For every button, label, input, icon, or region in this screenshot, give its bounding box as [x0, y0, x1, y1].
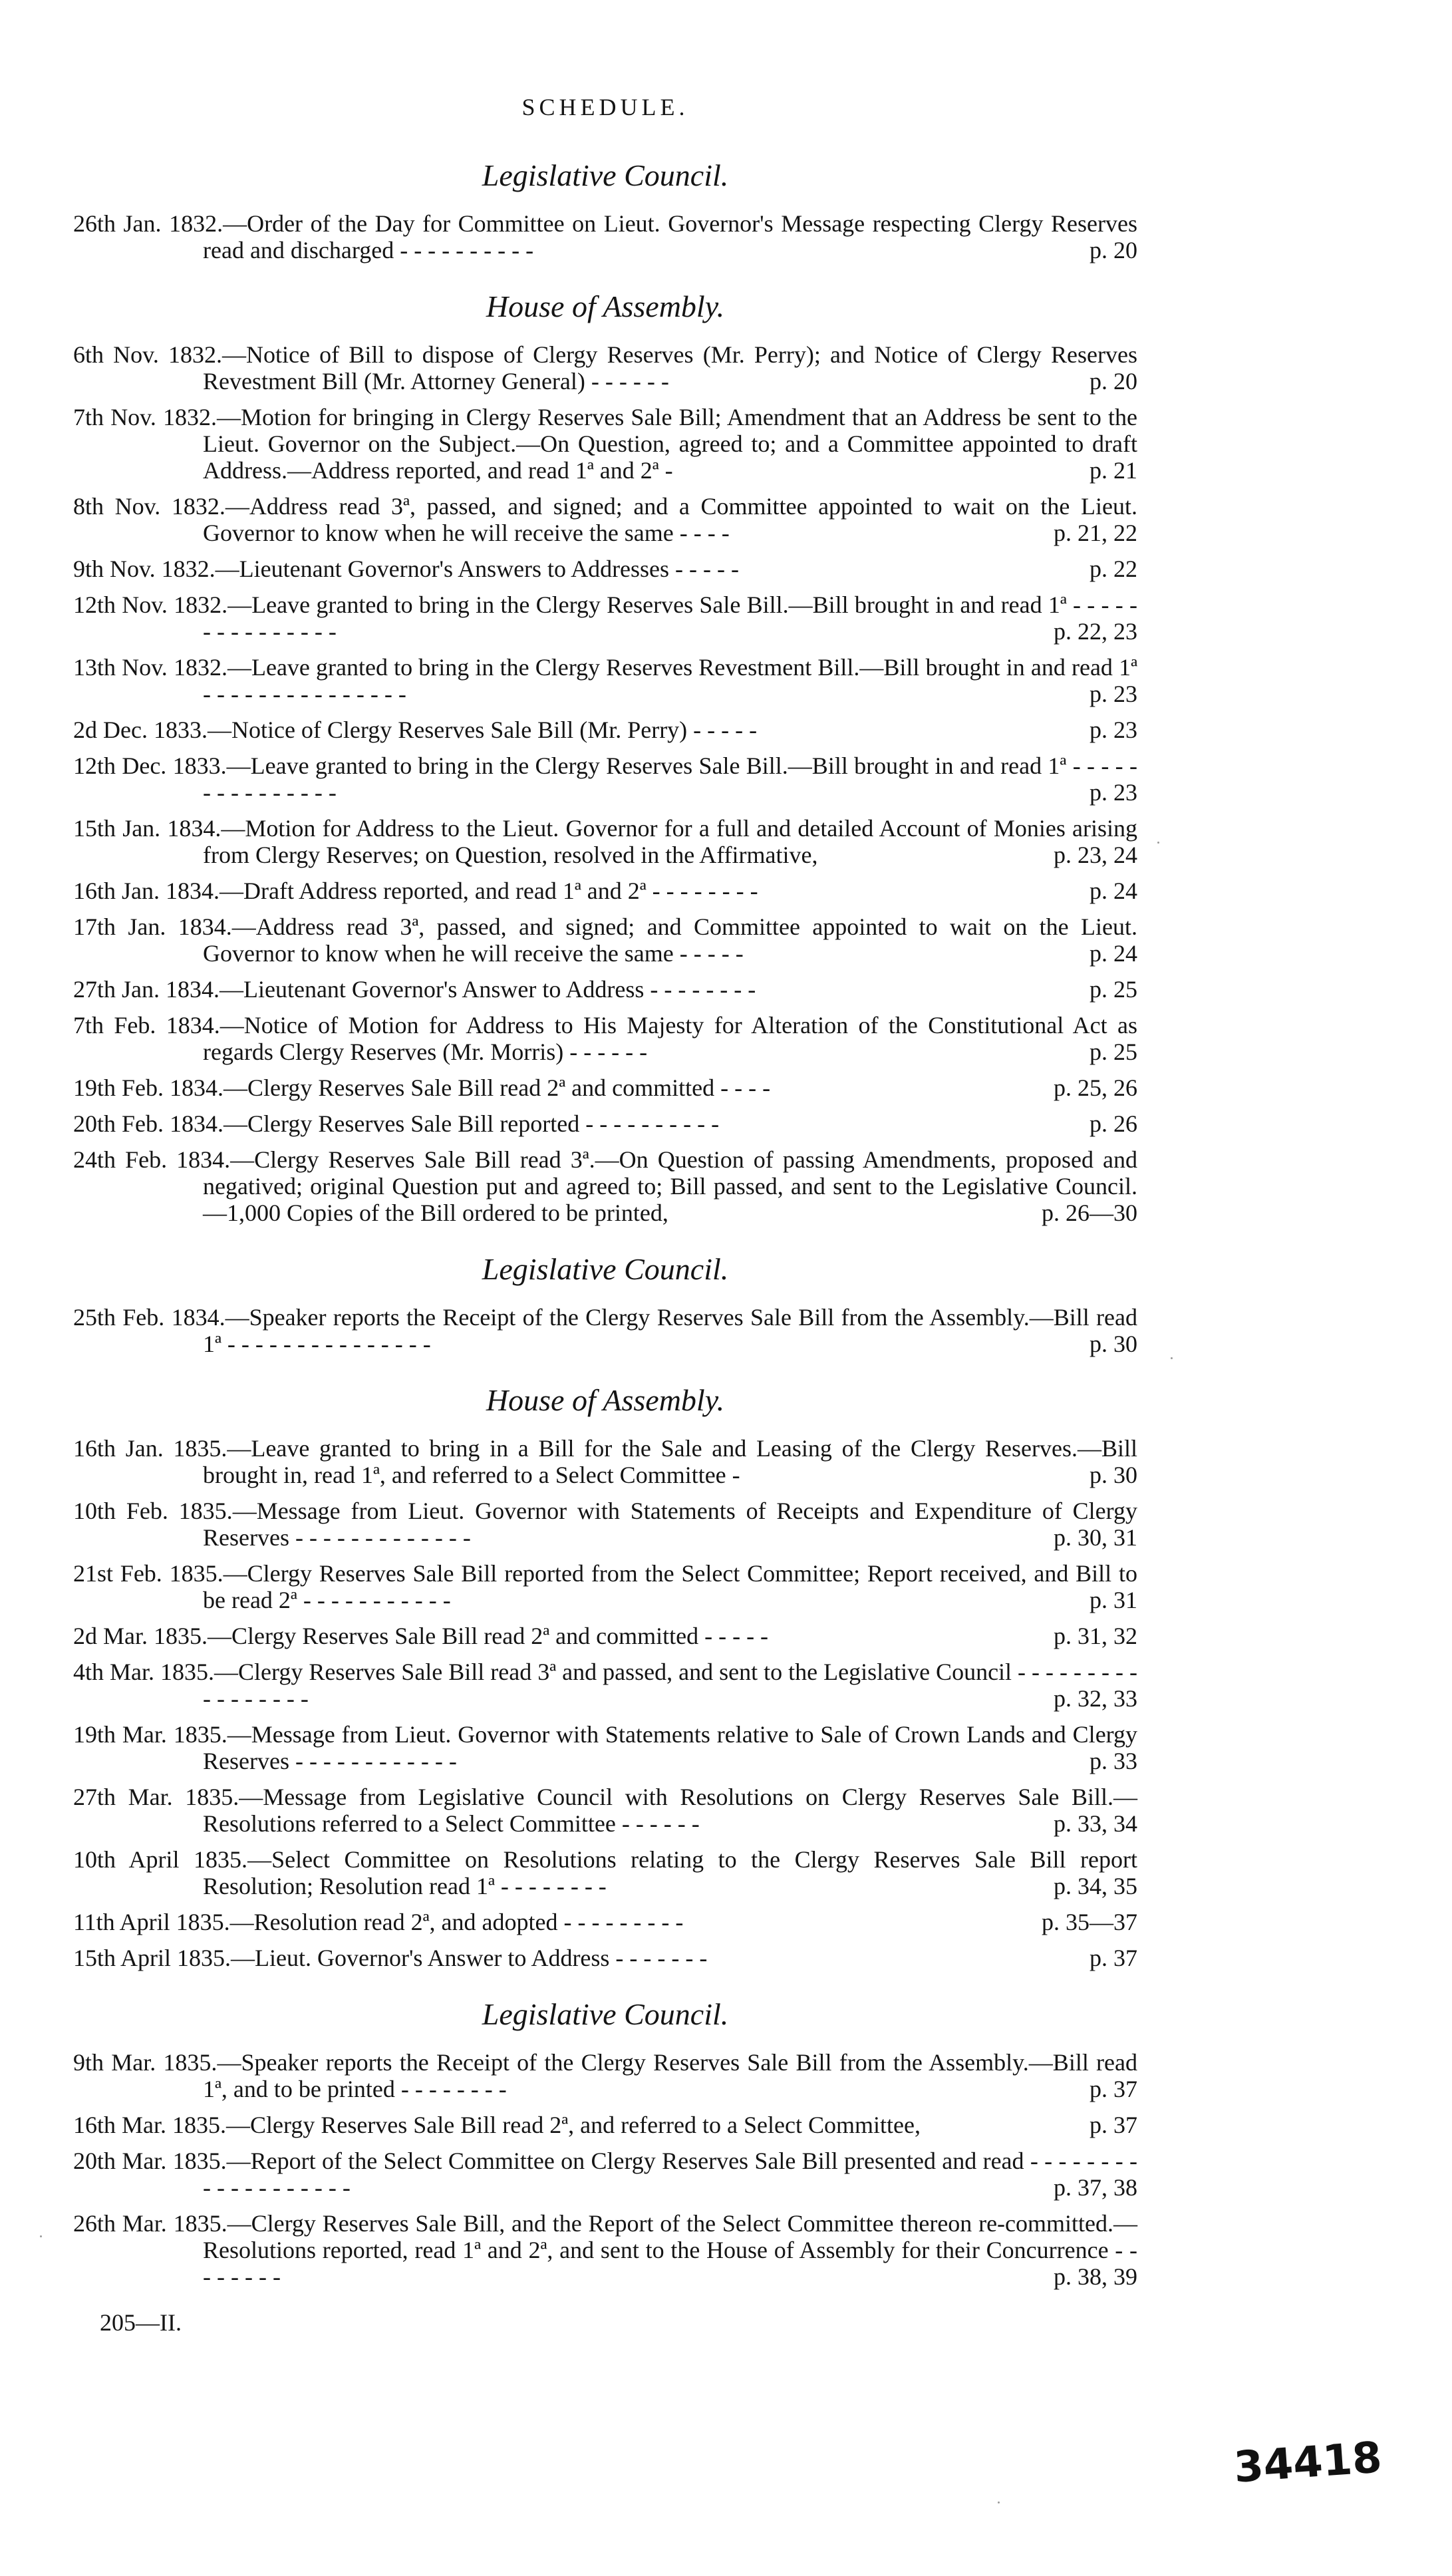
- entry-page-ref: p. 30, 31: [1054, 1524, 1137, 1551]
- entry-date: 24th Feb. 1834.: [73, 1146, 231, 1173]
- entry-date: 7th Nov. 1832.: [73, 404, 218, 430]
- schedule-entry: [73, 404, 1137, 484]
- entry-date: 19th Feb. 1834.: [73, 1074, 224, 1101]
- entry-date: 25th Feb. 1834.: [73, 1304, 225, 1331]
- schedule-entry: [73, 1846, 1137, 1899]
- entry-text: —Notice of Motion for Address to His Majesty for Alteration of the Constitutional Act as regards Clergy Reserves (Mr. Morris) - - - - - -: [203, 1012, 1137, 1065]
- schedule-entry: [73, 1074, 1137, 1101]
- entry-text: —Clergy Reserves Sale Bill read 3ª.—On Question of passing Amendments, proposed and negatived; original Question put and agreed to; Bill passed, and sent to the Legislative Council.—1,000 Copies of the Bill ordered to be printed,: [203, 1146, 1137, 1226]
- entry-date: 20th Feb. 1834.: [73, 1110, 224, 1137]
- entry-text: —Clergy Reserves Sale Bill reported from the Select Committee; Report received, and Bill to be read 2ª - - - - - - - - - - -: [203, 1560, 1137, 1613]
- schedule-sections: [73, 158, 1137, 2290]
- entry-text: —Leave granted to bring in a Bill for the Sale and Leasing of the Clergy Reserves.—Bill brought in, read 1ª, and referred to a Select Committee -: [203, 1435, 1137, 1488]
- entry-date: 16th Mar. 1835.: [73, 2112, 226, 2138]
- schedule-entry: [73, 1146, 1137, 1226]
- entry-text: —Report of the Select Committee on Clergy Reserves Sale Bill presented and read - - - - - - - - - - - - - - - - - - -: [203, 2148, 1137, 2201]
- entry-page-ref: p. 33: [1089, 1748, 1137, 1774]
- entry-text: —Message from Legislative Council with Resolutions on Clergy Reserves Sale Bill.—Resolutions referred to a Select Committee - - - - - -: [203, 1784, 1137, 1837]
- schedule-section: [73, 1997, 1137, 2290]
- entry-page-ref: p. 32, 33: [1054, 1685, 1137, 1712]
- entry-date: 9th Nov. 1832.: [73, 556, 216, 582]
- entry-date: 11th April 1835.: [73, 1909, 230, 1935]
- paper-speck: [1157, 842, 1159, 844]
- entry-text: —Notice of Bill to dispose of Clergy Reserves (Mr. Perry); and Notice of Clergy Reserves Revestment Bill (Mr. Attorney General) - - - - - -: [203, 341, 1137, 395]
- entry-date: 6th Nov. 1832.: [73, 341, 223, 368]
- section-heading: House of Assembly.: [486, 1383, 725, 1417]
- entry-page-ref: p. 20: [1089, 237, 1137, 263]
- entry-date: 16th Jan. 1835.: [73, 1435, 227, 1462]
- entry-text: —Draft Address reported, and read 1ª and 2ª - - - - - - - -: [219, 878, 758, 904]
- entry-text: —Clergy Reserves Sale Bill read 3ª and passed, and sent to the Legislative Council - - - - - - - - - - - - - - - - -: [203, 1659, 1137, 1712]
- schedule-entry: [73, 591, 1137, 645]
- section-heading: Legislative Council.: [482, 1997, 729, 2031]
- section-heading: House of Assembly.: [486, 289, 725, 323]
- page-title: SCHEDULE.: [521, 94, 689, 120]
- entry-date: 10th April 1835.: [73, 1846, 248, 1873]
- schedule-entry: [73, 1659, 1137, 1712]
- schedule-entry: [73, 493, 1137, 546]
- entry-date: 12th Dec. 1833.: [73, 752, 227, 779]
- document-page: [73, 67, 1137, 2336]
- schedule-section: [73, 1251, 1137, 1357]
- entry-text: —Lieutenant Governor's Answers to Addresses - - - - -: [215, 556, 739, 582]
- schedule-entry: [73, 1012, 1137, 1065]
- entry-page-ref: p. 26: [1089, 1110, 1137, 1137]
- schedule-entry: [73, 2112, 1137, 2138]
- entry-text: —Leave granted to bring in the Clergy Reserves Revestment Bill.—Bill brought in and read 1ª - - - - - - - - - - - - - - -: [203, 654, 1137, 707]
- schedule-entry: [73, 556, 1137, 582]
- entry-page-ref: p. 37: [1089, 1945, 1137, 1971]
- entry-page-ref: p. 20: [1089, 368, 1137, 395]
- section-heading: Legislative Council.: [482, 158, 729, 192]
- schedule-entry: [73, 2049, 1137, 2102]
- entry-page-ref: p. 34, 35: [1054, 1873, 1137, 1899]
- schedule-entry: [73, 1721, 1137, 1774]
- entry-text: —Clergy Reserves Sale Bill read 2ª and committed - - - -: [223, 1074, 771, 1101]
- schedule-entry: [73, 2210, 1137, 2290]
- schedule-entry: [73, 878, 1137, 904]
- entry-text: —Speaker reports the Receipt of the Clergy Reserves Sale Bill from the Assembly.—Bill read 1ª, and to be printed - - - - - - - -: [203, 2049, 1137, 2102]
- entry-text: —Motion for Address to the Lieut. Governor for a full and detailed Account of Monies arising from Clergy Reserves; on Question, resolved in the Affirmative,: [203, 815, 1138, 868]
- entry-page-ref: p. 37, 38: [1054, 2174, 1137, 2201]
- entry-text: —Clergy Reserves Sale Bill read 2ª and committed - - - - -: [208, 1623, 769, 1649]
- entry-date: 26th Jan. 1832.: [73, 210, 223, 237]
- entry-date: 12th Nov. 1832.: [73, 591, 228, 618]
- entry-date: 2d Mar. 1835.: [73, 1623, 208, 1649]
- entry-page-ref: p. 25: [1089, 1039, 1137, 1065]
- schedule-entry: [73, 1945, 1137, 1971]
- entry-page-ref: p. 22, 23: [1054, 618, 1137, 645]
- entry-page-ref: p. 37: [1089, 2112, 1137, 2138]
- entry-page-ref: p. 31: [1089, 1587, 1137, 1613]
- entry-date: 13th Nov. 1832.: [73, 654, 227, 681]
- entry-page-ref: p. 23: [1089, 717, 1137, 743]
- schedule-entry: [73, 1498, 1137, 1551]
- entry-page-ref: p. 23: [1089, 779, 1137, 806]
- entry-page-ref: p. 22: [1089, 556, 1137, 582]
- entry-page-ref: p. 26—30: [1042, 1200, 1137, 1226]
- entry-text: —Lieutenant Governor's Answer to Address - - - - - - - -: [219, 976, 756, 1003]
- entry-date: 19th Mar. 1835.: [73, 1721, 227, 1748]
- entry-page-ref: p. 35—37: [1042, 1909, 1137, 1935]
- entry-date: 27th Jan. 1834.: [73, 976, 219, 1003]
- paper-speck: [998, 2501, 1000, 2503]
- entry-text: —Address read 3ª, passed, and signed; and a Committee appointed to wait on the Lieut. Governor to know when he will receive the same - - - -: [203, 493, 1137, 546]
- entry-page-ref: p. 25, 26: [1054, 1074, 1137, 1101]
- handwritten-stamp: 34418: [1232, 2433, 1383, 2493]
- entry-text: —Select Committee on Resolutions relating to the Clergy Reserves Sale Bill report Resolution; Resolution read 1ª - - - - - - - -: [203, 1846, 1137, 1899]
- entry-text: —Leave granted to bring in the Clergy Reserves Sale Bill.—Bill brought in and read 1ª - - - - - - - - - - - - - - -: [203, 591, 1138, 645]
- entry-text: —Motion for bringing in Clergy Reserves Sale Bill; Amendment that an Address be sent to the Lieut. Governor on the Subject.—On Question, agreed to; and a Committee appointed to draft Address.—Address reported, and read 1ª and 2ª -: [203, 404, 1137, 484]
- entry-text: —Address read 3ª, passed, and signed; and Committee appointed to wait on the Lieut. Governor to know when he will receive the same - - - - -: [203, 913, 1137, 967]
- entry-text: —Notice of Clergy Reserves Sale Bill (Mr. Perry) - - - - -: [207, 717, 758, 743]
- schedule-entry: [73, 341, 1137, 395]
- entry-page-ref: p. 23: [1089, 681, 1137, 707]
- entry-date: 27th Mar. 1835.: [73, 1784, 239, 1810]
- entry-date: 17th Jan. 1834.: [73, 913, 232, 940]
- paper-speck: [1171, 1357, 1173, 1359]
- entry-page-ref: p. 23, 24: [1054, 842, 1137, 868]
- entry-date: 26th Mar. 1835.: [73, 2210, 227, 2237]
- entry-text: —Clergy Reserves Sale Bill reported - - - - - - - - - -: [223, 1110, 720, 1137]
- entry-page-ref: p. 30: [1089, 1331, 1137, 1357]
- schedule-entry: [73, 1623, 1137, 1649]
- entry-page-ref: p. 37: [1089, 2076, 1137, 2102]
- schedule-section: [73, 289, 1137, 1226]
- schedule-entry: [73, 976, 1137, 1003]
- section-heading: Legislative Council.: [482, 1252, 729, 1286]
- entry-text: —Resolution read 2ª, and adopted - - - - - - - - -: [229, 1909, 684, 1935]
- entry-page-ref: p. 38, 39: [1054, 2263, 1137, 2290]
- schedule-entry: [73, 1784, 1137, 1837]
- schedule-entry: [73, 1304, 1137, 1357]
- schedule-entry: [73, 2148, 1137, 2201]
- entry-date: 9th Mar. 1835.: [73, 2049, 218, 2076]
- entry-text: —Clergy Reserves Sale Bill, and the Report of the Select Committee thereon re-committed.—Resolutions reported, read 1ª and 2ª, and sent to the House of Assembly for their Concurrence - - - - - - - -: [203, 2210, 1138, 2290]
- entry-date: 20th Mar. 1835.: [73, 2148, 227, 2174]
- entry-page-ref: p. 30: [1089, 1462, 1137, 1488]
- entry-text: —Order of the Day for Committee on Lieut. Governor's Message respecting Clergy Reserves read and discharged - - - - - - - - - -: [203, 210, 1137, 263]
- entry-date: 7th Feb. 1834.: [73, 1012, 220, 1039]
- schedule-entry: [73, 815, 1137, 868]
- entry-date: 2d Dec. 1833.: [73, 717, 208, 743]
- entry-date: 15th Jan. 1834.: [73, 815, 221, 842]
- entry-text: —Message from Lieut. Governor with Statements of Receipts and Expenditure of Clergy Reserves - - - - - - - - - - - - -: [203, 1498, 1137, 1551]
- entry-page-ref: p. 24: [1089, 940, 1137, 967]
- entry-text: —Leave granted to bring in the Clergy Reserves Sale Bill.—Bill brought in and read 1ª - - - - - - - - - - - - - - -: [203, 752, 1137, 806]
- page-footer: 205—II.: [100, 2309, 182, 2336]
- schedule-entry: [73, 654, 1137, 707]
- entry-date: 4th Mar. 1835.: [73, 1659, 214, 1685]
- entry-page-ref: p. 24: [1089, 878, 1137, 904]
- entry-date: 15th April 1835.: [73, 1945, 231, 1971]
- schedule-entry: [73, 913, 1137, 967]
- schedule-entry: [73, 1435, 1137, 1488]
- entry-page-ref: p. 31, 32: [1054, 1623, 1137, 1649]
- entry-date: 21st Feb. 1835.: [73, 1560, 223, 1587]
- schedule-section: [73, 1382, 1137, 1971]
- schedule-entry: [73, 752, 1137, 806]
- entry-text: —Speaker reports the Receipt of the Clergy Reserves Sale Bill from the Assembly.—Bill read 1ª - - - - - - - - - - - - - - -: [203, 1304, 1137, 1357]
- schedule-section: [73, 158, 1137, 263]
- entry-date: 16th Jan. 1834.: [73, 878, 219, 904]
- entry-page-ref: p. 21, 22: [1054, 520, 1137, 546]
- entry-text: —Clergy Reserves Sale Bill read 2ª, and referred to a Select Committee,: [226, 2112, 921, 2138]
- schedule-entry: [73, 210, 1137, 263]
- schedule-entry: [73, 1909, 1137, 1935]
- entry-page-ref: p. 21: [1089, 457, 1137, 484]
- entry-page-ref: p. 25: [1089, 976, 1137, 1003]
- schedule-entry: [73, 1110, 1137, 1137]
- schedule-entry: [73, 1560, 1137, 1613]
- entry-text: —Message from Lieut. Governor with Statements relative to Sale of Crown Lands and Clergy Reserves - - - - - - - - - - - -: [203, 1721, 1138, 1774]
- entry-date: 8th Nov. 1832.: [73, 493, 225, 520]
- paper-speck: [40, 2235, 42, 2237]
- schedule-entry: [73, 717, 1137, 743]
- entry-date: 10th Feb. 1835.: [73, 1498, 233, 1524]
- entry-text: —Lieut. Governor's Answer to Address - - - - - - -: [231, 1945, 708, 1971]
- entry-page-ref: p. 33, 34: [1054, 1810, 1137, 1837]
